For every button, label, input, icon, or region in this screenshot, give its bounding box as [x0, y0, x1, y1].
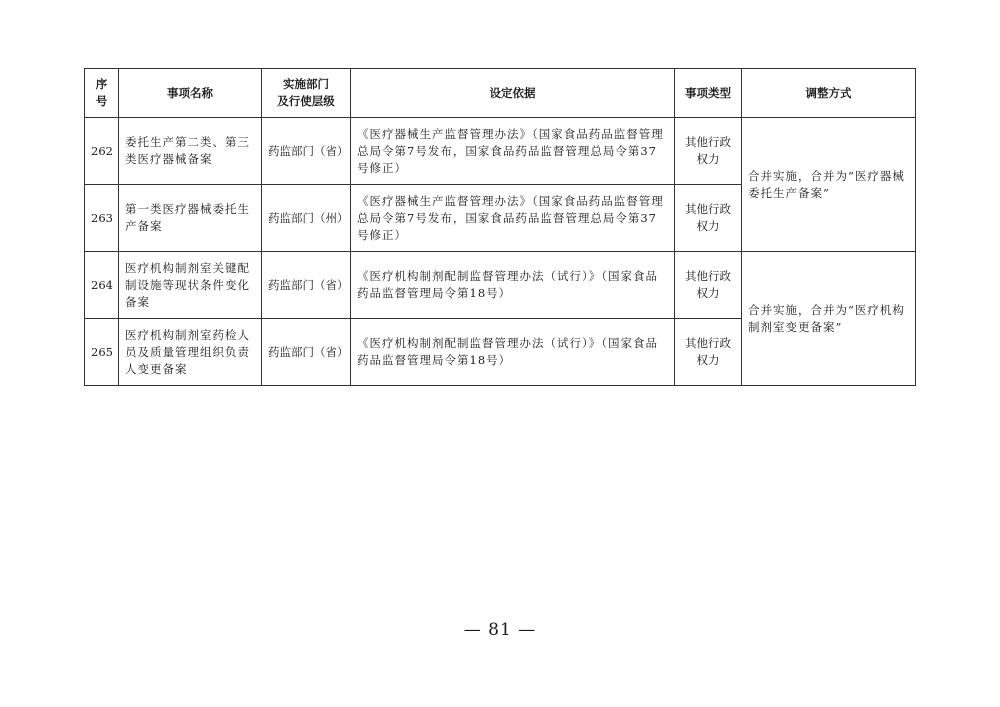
row-number: 262 — [85, 118, 119, 185]
header-department-line1: 实施部门 — [283, 77, 329, 91]
row-legal-basis: 《医疗器械生产监督管理办法》（国家食品药品监督管理总局令第7号发布，国家食品药品监督管理总局令第37号修正） — [351, 118, 675, 185]
row-item-type: 其他行政权力 — [675, 252, 742, 319]
row-department: 药监部门（省） — [262, 252, 351, 319]
page-number: — 81 — — [463, 620, 537, 640]
header-item-name: 事项名称 — [119, 69, 262, 118]
row-item-name: 委托生产第二类、第三类医疗器械备案 — [119, 118, 262, 185]
row-legal-basis: 《医疗器械生产监督管理办法》（国家食品药品监督管理总局令第7号发布，国家食品药品监督管理总局令第37号修正） — [351, 185, 675, 252]
row-number: 265 — [85, 319, 119, 386]
regulation-table — [84, 68, 916, 386]
table-header-row — [85, 69, 916, 118]
header-adjustment: 调整方式 — [742, 69, 916, 118]
row-number: 263 — [85, 185, 119, 252]
header-serial-line2: 号 — [95, 94, 108, 108]
row-department: 药监部门（州） — [262, 185, 351, 252]
row-item-name: 医疗机构制剂室关键配制设施等现状条件变化备案 — [119, 252, 262, 319]
row-item-name: 医疗机构制剂室药检人员及质量管理组织负责人变更备案 — [119, 319, 262, 386]
row-item-type: 其他行政权力 — [675, 185, 742, 252]
row-adjustment-merged: 合并实施，合并为“医疗机构制剂室变更备案” — [742, 252, 916, 386]
header-item-type: 事项类型 — [675, 69, 742, 118]
row-legal-basis: 《医疗机构制剂配制监督管理办法（试行）》（国家食品药品监督管理局令第18号） — [351, 319, 675, 386]
row-item-type: 其他行政权力 — [675, 118, 742, 185]
row-legal-basis: 《医疗机构制剂配制监督管理办法（试行）》（国家食品药品监督管理局令第18号） — [351, 252, 675, 319]
table-row — [85, 118, 916, 185]
row-department: 药监部门（省） — [262, 118, 351, 185]
table-row — [85, 252, 916, 319]
row-department: 药监部门（省） — [262, 319, 351, 386]
header-department — [262, 69, 351, 118]
regulation-table-container — [84, 68, 915, 386]
header-serial-line1: 序 — [95, 77, 108, 91]
row-item-type: 其他行政权力 — [675, 319, 742, 386]
row-adjustment-merged: 合并实施，合并为“医疗器械委托生产备案” — [742, 118, 916, 252]
header-serial-number — [85, 69, 119, 118]
row-item-name: 第一类医疗器械委托生产备案 — [119, 185, 262, 252]
row-number: 264 — [85, 252, 119, 319]
header-legal-basis: 设定依据 — [351, 69, 675, 118]
header-department-line2: 及行使层级 — [277, 94, 335, 108]
